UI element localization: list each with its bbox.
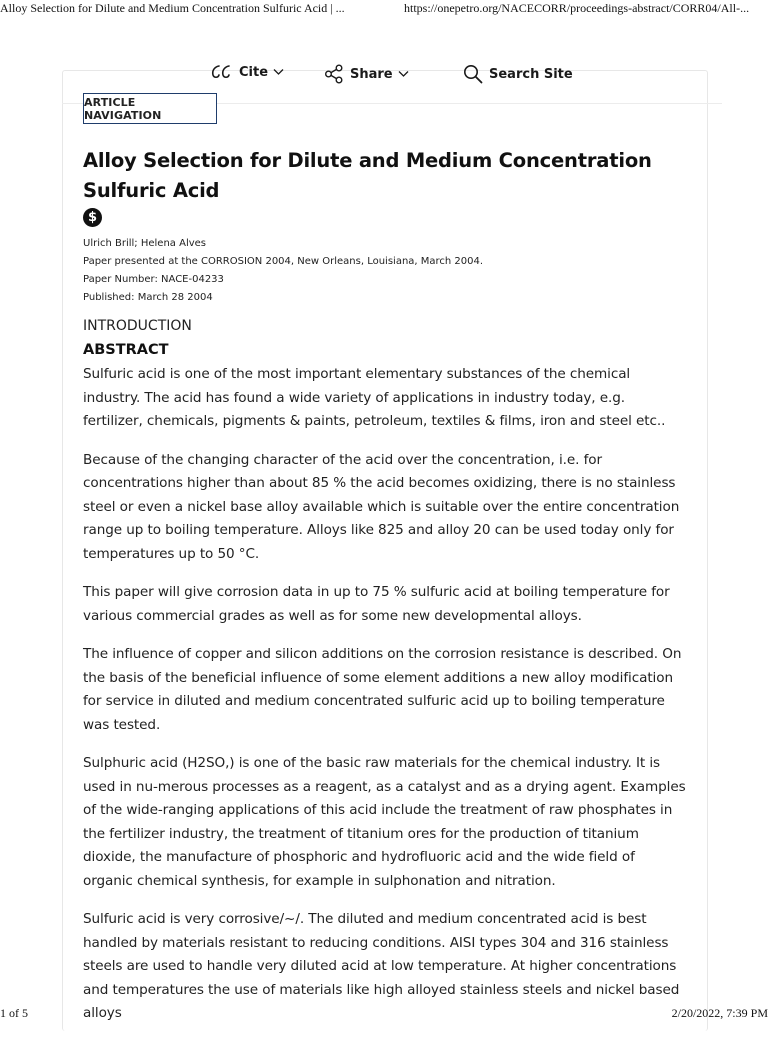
section-heading-abstract: ABSTRACT (83, 342, 169, 358)
dollar-icon: $ (83, 208, 102, 227)
article-presented: Paper presented at the CORROSION 2004, New Orleans, Louisiana, March 2004. (83, 256, 484, 267)
share-label: Share (350, 66, 393, 82)
article-toolbar (0, 62, 768, 90)
article-title: Alloy Selection for Dilute and Medium Concentration Sulfuric Acid (83, 149, 652, 202)
article-paper-number: Paper Number: NACE-04233 (83, 274, 224, 285)
section-heading-introduction: INTRODUCTION (83, 318, 192, 334)
print-page-url: https://onepetro.org/NACECORR/proceedings-abstract/CORR04/All-... (404, 1, 750, 15)
search-site-button[interactable] (463, 64, 573, 84)
price-badge[interactable] (83, 206, 688, 227)
article-navigation-button[interactable]: ARTICLE NAVIGATION (83, 93, 217, 124)
print-header (0, 0, 768, 18)
article-content (83, 146, 688, 1041)
cite-quote-icon (211, 64, 233, 80)
abstract-paragraph: Because of the changing character of the acid over the concentration, i.e. for concentrations higher than about 85 % the acid becomes oxidizing, there is no stainless steel or even a nickel base alloy available which is suitable over the entire concentration range up to boiling temperature. Alloys like 825 and alloy 20 can be used today only for temperatures up to 50 °C. (83, 451, 680, 562)
abstract-paragraph: This paper will give corrosion data in up to 75 % sulfuric acid at boiling temperature for various commercial grades as well as for some new developmental alloys. (83, 584, 670, 624)
print-page-number: 1 of 5 (0, 1006, 28, 1020)
article-authors: Ulrich Brill; Helena Alves (83, 238, 207, 249)
abstract-paragraph: Sulfuric acid is one of the most important elementary substances of the chemical industry. The acid has found a wide variety of applications in industry today, e.g. fertilizer, chemicals, pigments & paints, petroleum, textiles & films, iron and steel etc.. (83, 366, 666, 429)
chevron-down-icon (273, 68, 284, 76)
search-site-label: Search Site (489, 66, 573, 82)
print-footer (0, 1006, 768, 1024)
cite-button[interactable] (211, 64, 284, 80)
article-published: Published: March 28 2004 (83, 292, 213, 303)
abstract-paragraph: Sulphuric acid (H2SO,) is one of the basic raw materials for the chemical industry. It is used in nu-merous processes as a reagent, as a catalyst and as a drying agent. Examples of the wide-ranging applications of this acid include the treatment of raw phosphates in the fertilizer industry, the treatment of titanium ores for the production of titanium dioxide, the manufacture of phosphoric and hydrofluoric acid and the wide field of organic chemical synthesis, for example in sulphonation and nitration. (83, 755, 686, 889)
print-datetime: 2/20/2022, 7:39 PM (671, 1006, 768, 1020)
share-icon (324, 64, 344, 84)
article-meta (83, 235, 688, 307)
abstract-paragraph: The influence of copper and silicon additions on the corrosion resistance is described. On the basis of the beneficial influence of some element additions a new alloy modification for service in diluted and medium concentrated sulfuric acid up to boiling temperature was tested. (83, 646, 682, 733)
abstract-paragraph: Sulfuric acid is very corrosive/~/. The diluted and medium concentrated acid is best handled by materials resistant to reducing conditions. AISI types 304 and 316 stainless steels are used to handle very diluted acid at low temperature. At higher concentrations and temperatures the use of materials like high alloyed stainless steels and nickel based alloys (83, 911, 680, 1021)
abstract-body (83, 363, 688, 1026)
chevron-down-icon (398, 70, 409, 78)
cite-label: Cite (239, 64, 269, 80)
share-button[interactable] (324, 64, 409, 84)
search-icon (463, 64, 483, 84)
print-page-title: Alloy Selection for Dilute and Medium Concentration Sulfuric Acid | ... (0, 1, 345, 15)
